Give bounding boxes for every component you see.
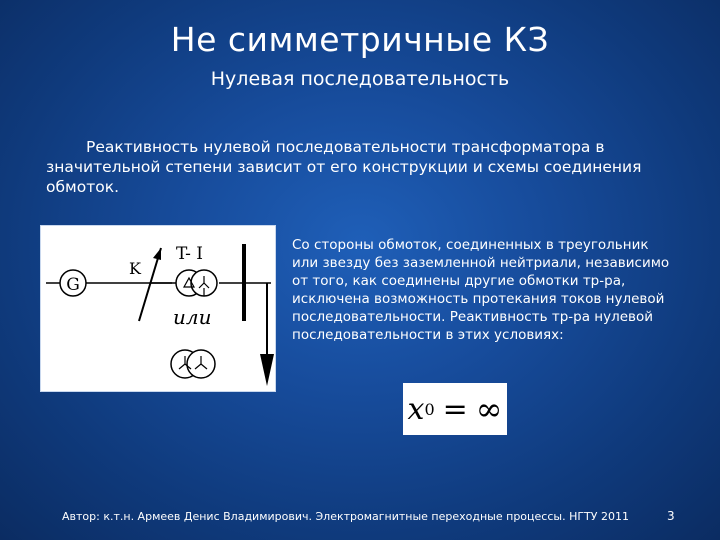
switch-label: K — [129, 259, 141, 278]
or-label: или — [173, 305, 212, 329]
transformer-bottom-symbol — [171, 350, 215, 378]
formula-equals: = — [442, 391, 468, 427]
generator-symbol — [60, 270, 86, 296]
transformer-label: T- I — [176, 244, 204, 264]
transformer-circuit-diagram — [40, 225, 276, 392]
side-explanation-text: Со стороны обмоток, соединенных в треугольник или звезду без заземленной нейтриали, независимо от того, как соединены другие обмотки тр-ра, исключена возможность протекания токов нулевой последовательности. Реактивность тр-ра нулевой последовательности в этих условиях: — [292, 237, 670, 343]
zero-sequence-formula — [403, 383, 507, 435]
generator-label: G — [66, 275, 80, 295]
page-number: 3 — [667, 509, 675, 523]
formula-subscript: 0 — [424, 399, 435, 419]
busbar-with-arrow — [244, 244, 274, 386]
formula-infinity: ∞ — [475, 390, 503, 428]
slide-subtitle: Нулевая последовательность — [210, 68, 510, 90]
switch-symbol — [139, 248, 172, 321]
slide-footer: Автор: к.т.н. Армеев Денис Владимирович. Электромагнитные переходные процессы. НГТУ 2011 — [62, 510, 629, 523]
transformer-top-symbol — [176, 270, 217, 296]
intro-paragraph: Реактивность нулевой последовательности трансформатора в значительной степени зависит от его конструкции и схемы соединения обмоток. — [46, 138, 642, 196]
slide-title: Не симметричные КЗ — [170, 20, 550, 59]
formula-variable: x — [407, 391, 425, 427]
